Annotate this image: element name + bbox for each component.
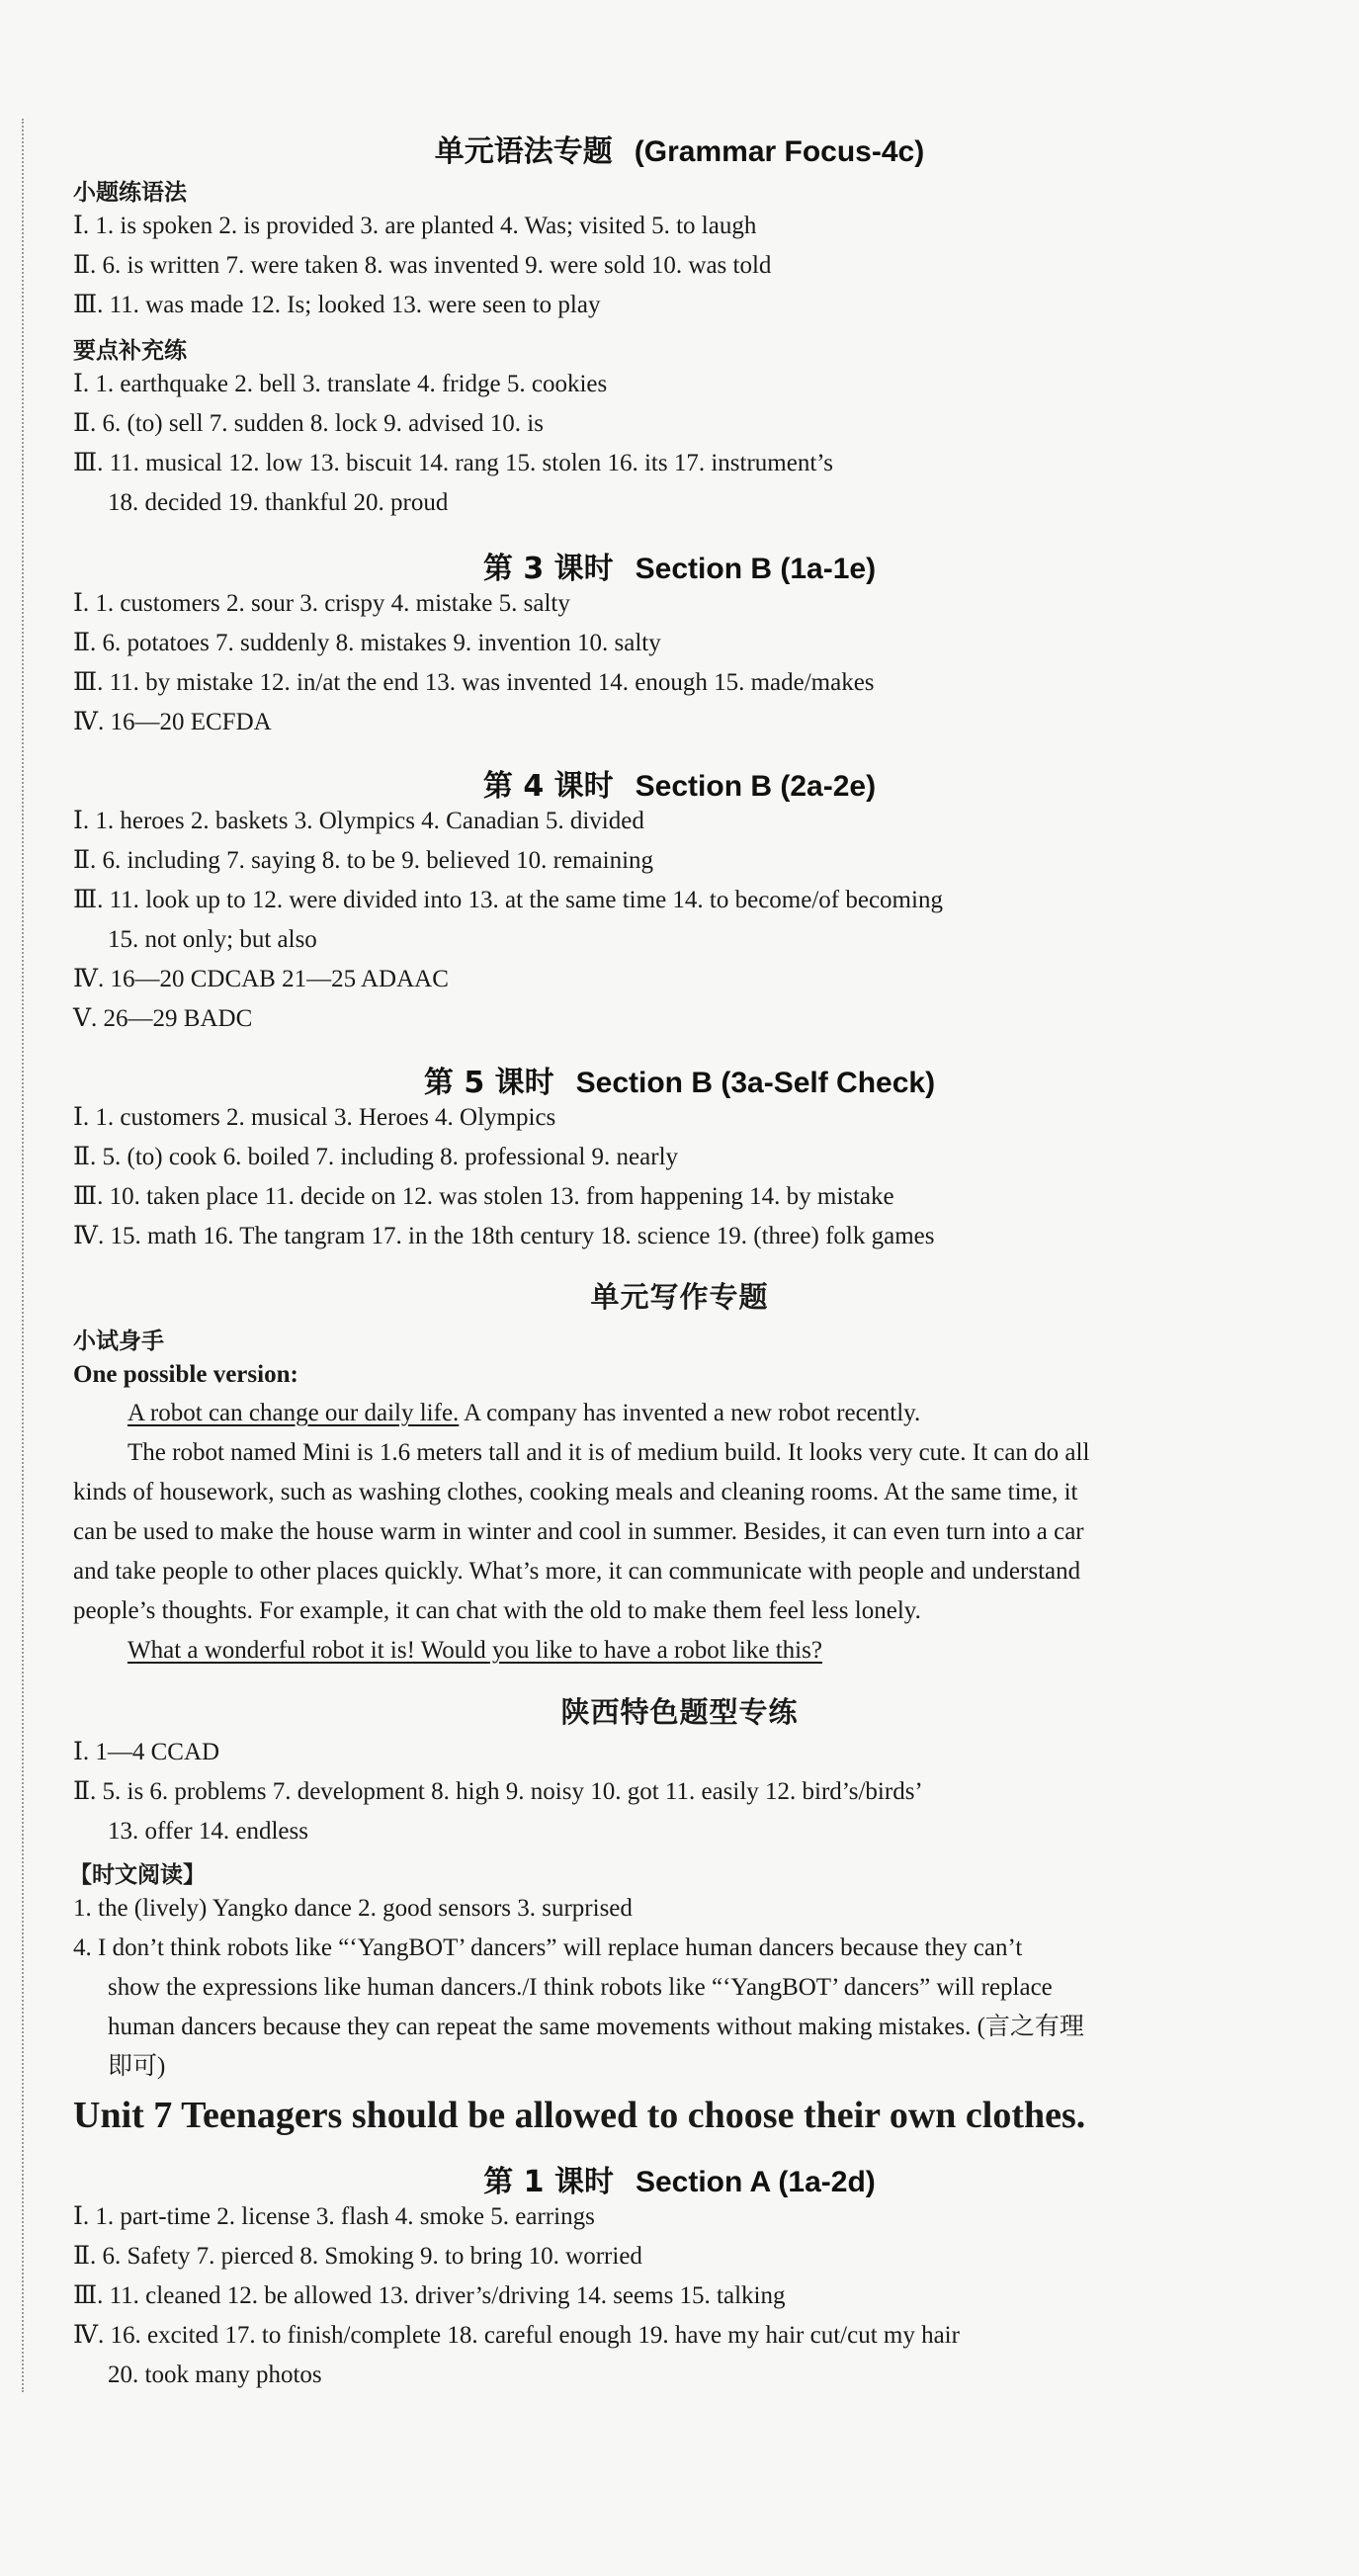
answer-line: 13. offer 14. endless xyxy=(108,1818,308,1845)
essay-line: people’s thoughts. For example, it can chat with the old to make them feel less lonely. xyxy=(73,1597,921,1624)
essay-last-line xyxy=(127,1631,1272,1671)
grammar-heading-en: (Grammar Focus-4c) xyxy=(634,135,925,168)
answer-line: Ⅳ. 15. math 16. The tangram 17. in the 18th century 18. science 19. (three) folk games xyxy=(73,1223,935,1249)
answer-line: human dancers because they can repeat the same movements without making mistakes. (言之有理 xyxy=(108,2014,1084,2040)
subheading-reading: 【时文阅读】 xyxy=(69,1862,206,1888)
answer-line: Ⅰ. 1. heroes 2. baskets 3. Olympics 4. Canadian 5. divided xyxy=(73,808,644,834)
answer-line: Ⅳ. 16. excited 17. to finish/complete 18. careful enough 19. have my hair cut/cut my hair xyxy=(73,2322,960,2349)
answer-line: show the expressions like human dancers./I think robots like “‘YangBOT’ dancers” will replace xyxy=(108,1974,1053,2001)
answer-line: Ⅰ. 1. customers 2. sour 3. crispy 4. mistake 5. salty xyxy=(73,590,570,617)
answer-line: Ⅱ. 6. (to) sell 7. sudden 8. lock 9. advised 10. is xyxy=(73,410,544,437)
essay-first-rest: A company has invented a new robot recently. xyxy=(459,1400,921,1426)
lesson-5-heading-cn: 第 5 课时 xyxy=(423,1066,554,1100)
lesson-1-heading xyxy=(0,2157,1359,2200)
answer-line: 4. I don’t think robots like “‘YangBOT’ dancers” will replace human dancers because they can’t xyxy=(73,1934,1023,1961)
answer-line: 即可) xyxy=(108,2053,166,2080)
answer-line: 1. the (lively) Yangko dance 2. good sensors 3. surprised xyxy=(73,1895,633,1922)
essay-line: and take people to other places quickly. What’s more, it can communicate with people and understand xyxy=(73,1558,1081,1585)
lesson-3-heading xyxy=(0,544,1359,587)
answer-line: Ⅰ. 1. is spoken 2. is provided 3. are planted 4. Was; visited 5. to laugh xyxy=(73,213,757,239)
lesson-5-heading-en: Section B (3a-Self Check) xyxy=(575,1067,936,1099)
writing-heading: 单元写作专题 xyxy=(590,1280,769,1314)
version-label: One possible version: xyxy=(73,1361,298,1388)
essay-line: kinds of housework, such as washing clothes, cooking meals and cleaning rooms. At the same time, it xyxy=(73,1479,1078,1505)
essay-closing-sentence: What a wonderful robot it is! Would you like to have a robot like this? xyxy=(127,1637,822,1664)
subheading-practice: 小题练语法 xyxy=(73,180,187,206)
answer-line: Ⅲ. 10. taken place 11. decide on 12. was stolen 13. from happening 14. by mistake xyxy=(73,1183,894,1210)
answer-line: Ⅲ. 11. look up to 12. were divided into 13. at the same time 14. to become/of becoming xyxy=(73,887,943,913)
answer-line: Ⅳ. 16—20 ECFDA xyxy=(73,709,272,735)
unit-7-title: Unit 7 Teenagers should be allowed to choose their own clothes. xyxy=(73,2095,1086,2136)
lesson-3-heading-en: Section B (1a-1e) xyxy=(635,553,877,585)
answer-line: Ⅰ. 1. part-time 2. license 3. flash 4. smoke 5. earrings xyxy=(73,2203,595,2230)
essay-line: The robot named Mini is 1.6 meters tall and it is of medium build. It looks very cute. It can do all xyxy=(127,1439,1090,1466)
lesson-3-heading-cn: 第 3 课时 xyxy=(482,552,614,586)
answer-line: Ⅱ. 6. potatoes 7. suddenly 8. mistakes 9. invention 10. salty xyxy=(73,630,661,656)
answer-line: Ⅱ. 6. is written 7. were taken 8. was invented 9. were sold 10. was told xyxy=(73,252,772,279)
answer-line: Ⅰ. 1. customers 2. musical 3. Heroes 4. Olympics xyxy=(73,1104,556,1131)
answer-line: Ⅲ. 11. musical 12. low 13. biscuit 14. rang 15. stolen 16. its 17. instrument’s xyxy=(73,450,833,476)
answer-line: Ⅳ. 16—20 CDCAB 21—25 ADAAC xyxy=(73,966,449,992)
essay-line: can be used to make the house warm in winter and cool in summer. Besides, it can even turn into a car xyxy=(73,1518,1084,1545)
answer-line: 18. decided 19. thankful 20. proud xyxy=(108,489,449,516)
shaanxi-heading: 陕西特色题型专练 xyxy=(560,1695,799,1729)
answer-line: Ⅰ. 1—4 CCAD xyxy=(73,1739,220,1765)
answer-line: Ⅱ. 5. is 6. problems 7. development 8. high 9. noisy 10. got 11. easily 12. bird’s/birds’ xyxy=(73,1778,923,1805)
answer-line: 20. took many photos xyxy=(108,2361,322,2388)
lesson-4-heading xyxy=(0,761,1359,805)
subheading-try: 小试身手 xyxy=(73,1329,164,1354)
subheading-key-points: 要点补充练 xyxy=(73,338,187,364)
answer-line: Ⅲ. 11. cleaned 12. be allowed 13. driver’s/driving 14. seems 15. talking xyxy=(73,2282,786,2309)
lesson-4-heading-cn: 第 4 课时 xyxy=(482,769,614,804)
answer-line: Ⅱ. 6. including 7. saying 8. to be 9. believed 10. remaining xyxy=(73,847,654,874)
grammar-heading-cn: 单元语法专题 xyxy=(434,134,613,169)
essay-topic-sentence: A robot can change our daily life. xyxy=(127,1400,460,1426)
answer-line: Ⅲ. 11. by mistake 12. in/at the end 13. was invented 14. enough 15. made/makes xyxy=(73,669,875,696)
grammar-heading xyxy=(0,127,1359,170)
answer-line: Ⅰ. 1. earthquake 2. bell 3. translate 4. fridge 5. cookies xyxy=(73,371,608,397)
answer-line: Ⅱ. 5. (to) cook 6. boiled 7. including 8. professional 9. nearly xyxy=(73,1144,679,1170)
answer-line: 15. not only; but also xyxy=(108,926,317,953)
margin-guide xyxy=(22,119,24,2392)
answer-line: Ⅴ. 26—29 BADC xyxy=(73,1005,253,1032)
lesson-4-heading-en: Section B (2a-2e) xyxy=(635,770,877,803)
lesson-1-heading-en: Section A (1a-2d) xyxy=(635,2166,876,2198)
answer-line: Ⅲ. 11. was made 12. Is; looked 13. were seen to play xyxy=(73,292,601,318)
lesson-5-heading xyxy=(0,1058,1359,1101)
essay-first-line xyxy=(127,1394,1272,1433)
answer-line: Ⅱ. 6. Safety 7. pierced 8. Smoking 9. to bring 10. worried xyxy=(73,2243,642,2270)
lesson-1-heading-cn: 第 1 课时 xyxy=(483,2165,614,2199)
